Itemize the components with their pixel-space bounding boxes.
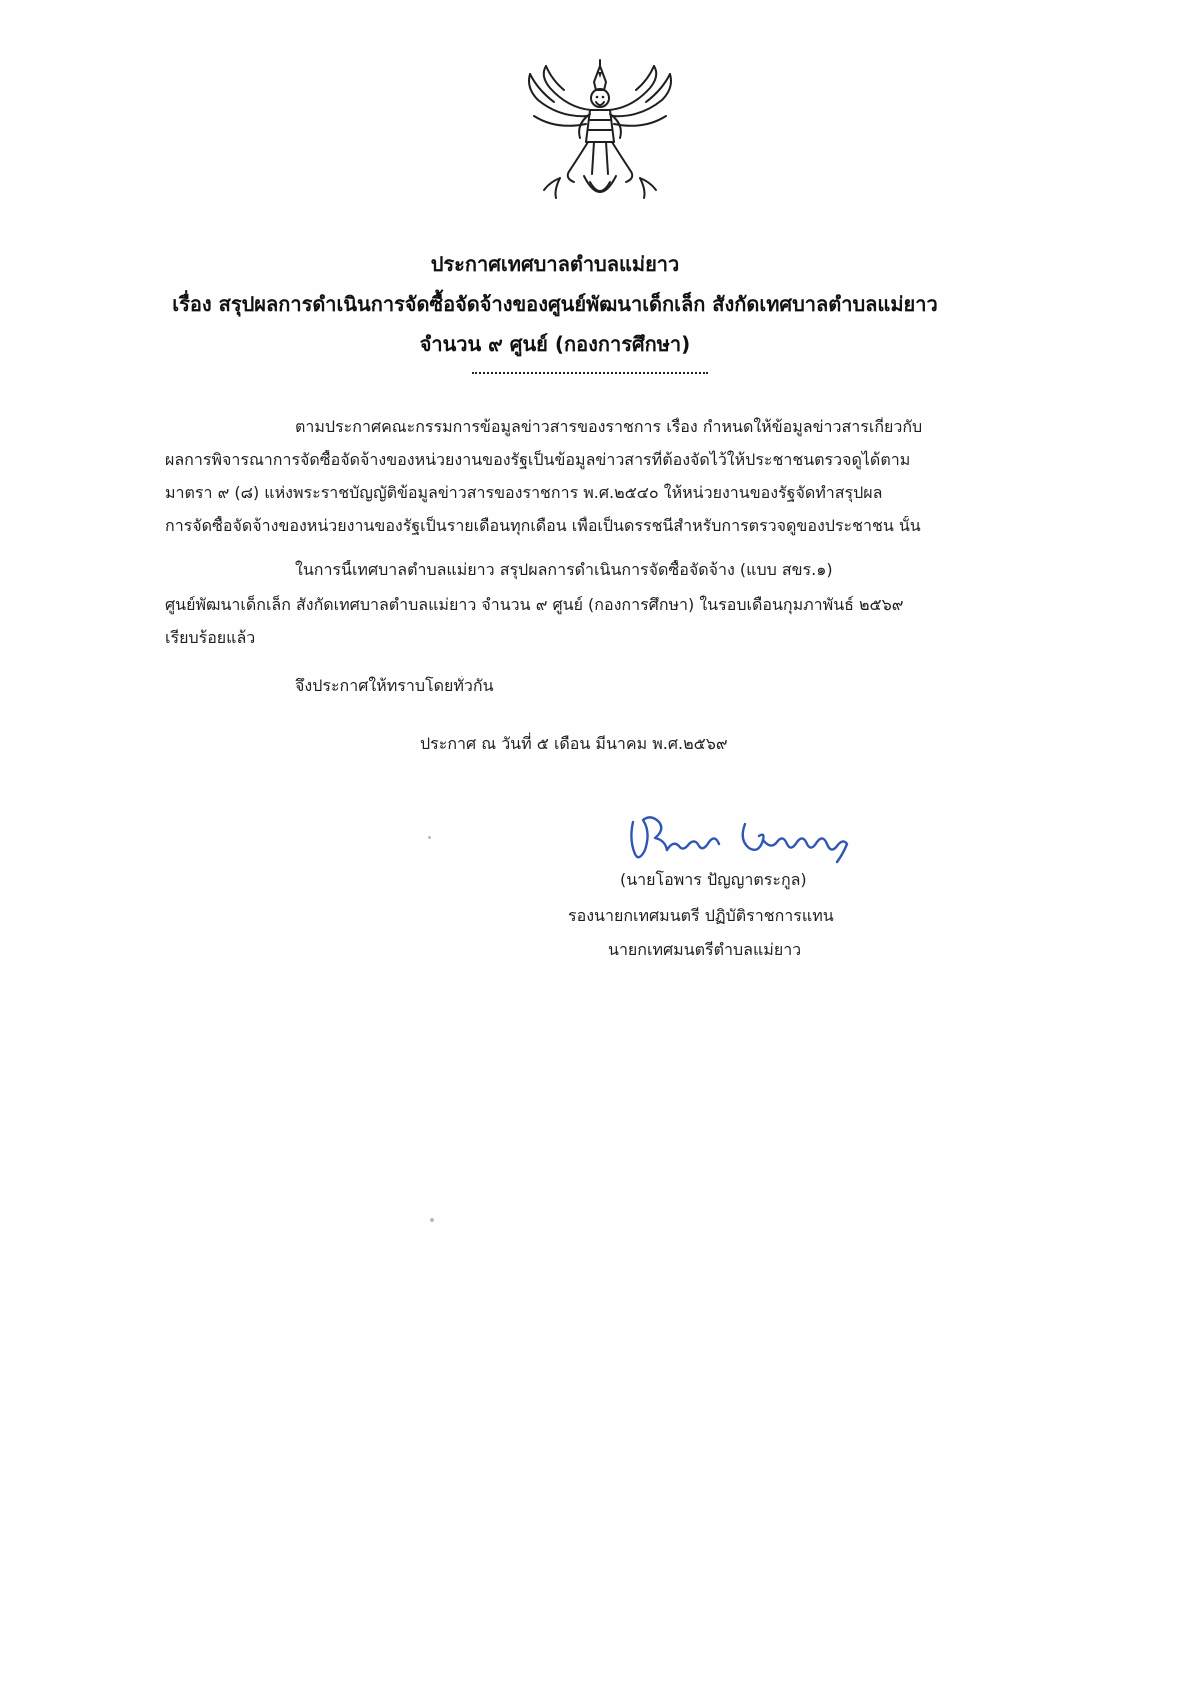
signatory-name: (นายโอพาร ปัญญาตระกูล) — [620, 870, 807, 889]
announcement-date: ประกาศ ณ วันที่ ๕ เดือน มีนาคม พ.ศ.๒๕๖๙ — [420, 734, 728, 753]
paragraph-line: มาตรา ๙ (๘) แห่งพระราชบัญญัติข้อมูลข่าวสารของราชการ พ.ศ.๒๕๔๐ ให้หน่วยงานของรัฐจัดทำสรุปผล — [165, 483, 883, 502]
paragraph-line: ตามประกาศคณะกรรมการข้อมูลข่าวสารของราชการ เรื่อง กำหนดให้ข้อมูลข่าวสารเกี่ยวกับ — [295, 417, 923, 436]
signatory-title: รองนายกเทศมนตรี ปฏิบัติราชการแทน — [568, 906, 834, 925]
paragraph-line: การจัดซื้อจัดจ้างของหน่วยงานของรัฐเป็นรายเดือนทุกเดือน เพื่อเป็นดรรชนีสำหรับการตรวจดูของประชาชน นั้น — [165, 516, 921, 535]
paragraph-line: เรียบร้อยแล้ว — [165, 628, 256, 647]
handwritten-signature — [625, 810, 855, 870]
paragraph-line: ผลการพิจารณาการจัดซื้อจัดจ้างของหน่วยงานของรัฐเป็นข้อมูลข่าวสารที่ต้องจัดไว้ให้ประชาชนตรวจดูได้ตาม — [165, 450, 911, 469]
announcement-subject-continued: จำนวน ๙ ศูนย์ (กองการศึกษา) — [419, 332, 691, 356]
paragraph-line: ศูนย์พัฒนาเด็กเล็ก สังกัดเทศบาลตำบลแม่ยาว จำนวน ๙ ศูนย์ (กองการศึกษา) ในรอบเดือนกุมภาพันธ์ ๒๕๖๙ — [165, 595, 904, 614]
signatory-title-continued: นายกเทศมนตรีตำบลแม่ยาว — [608, 940, 802, 959]
garuda-emblem-icon — [520, 58, 680, 208]
dotted-divider — [472, 372, 708, 374]
announcement-title: ประกาศเทศบาลตำบลแม่ยาว — [430, 252, 680, 276]
scan-speck — [430, 1218, 434, 1222]
scan-speck — [428, 836, 431, 839]
paragraph-line: ในการนี้เทศบาลตำบลแม่ยาว สรุปผลการดำเนินการจัดซื้อจัดจ้าง (แบบ สขร.๑) — [295, 560, 833, 579]
closing-statement: จึงประกาศให้ทราบโดยทั่วกัน — [295, 676, 494, 695]
announcement-subject: เรื่อง สรุปผลการดำเนินการจัดซื้อจัดจ้างของศูนย์พัฒนาเด็กเล็ก สังกัดเทศบาลตำบลแม่ยาว — [172, 292, 938, 316]
